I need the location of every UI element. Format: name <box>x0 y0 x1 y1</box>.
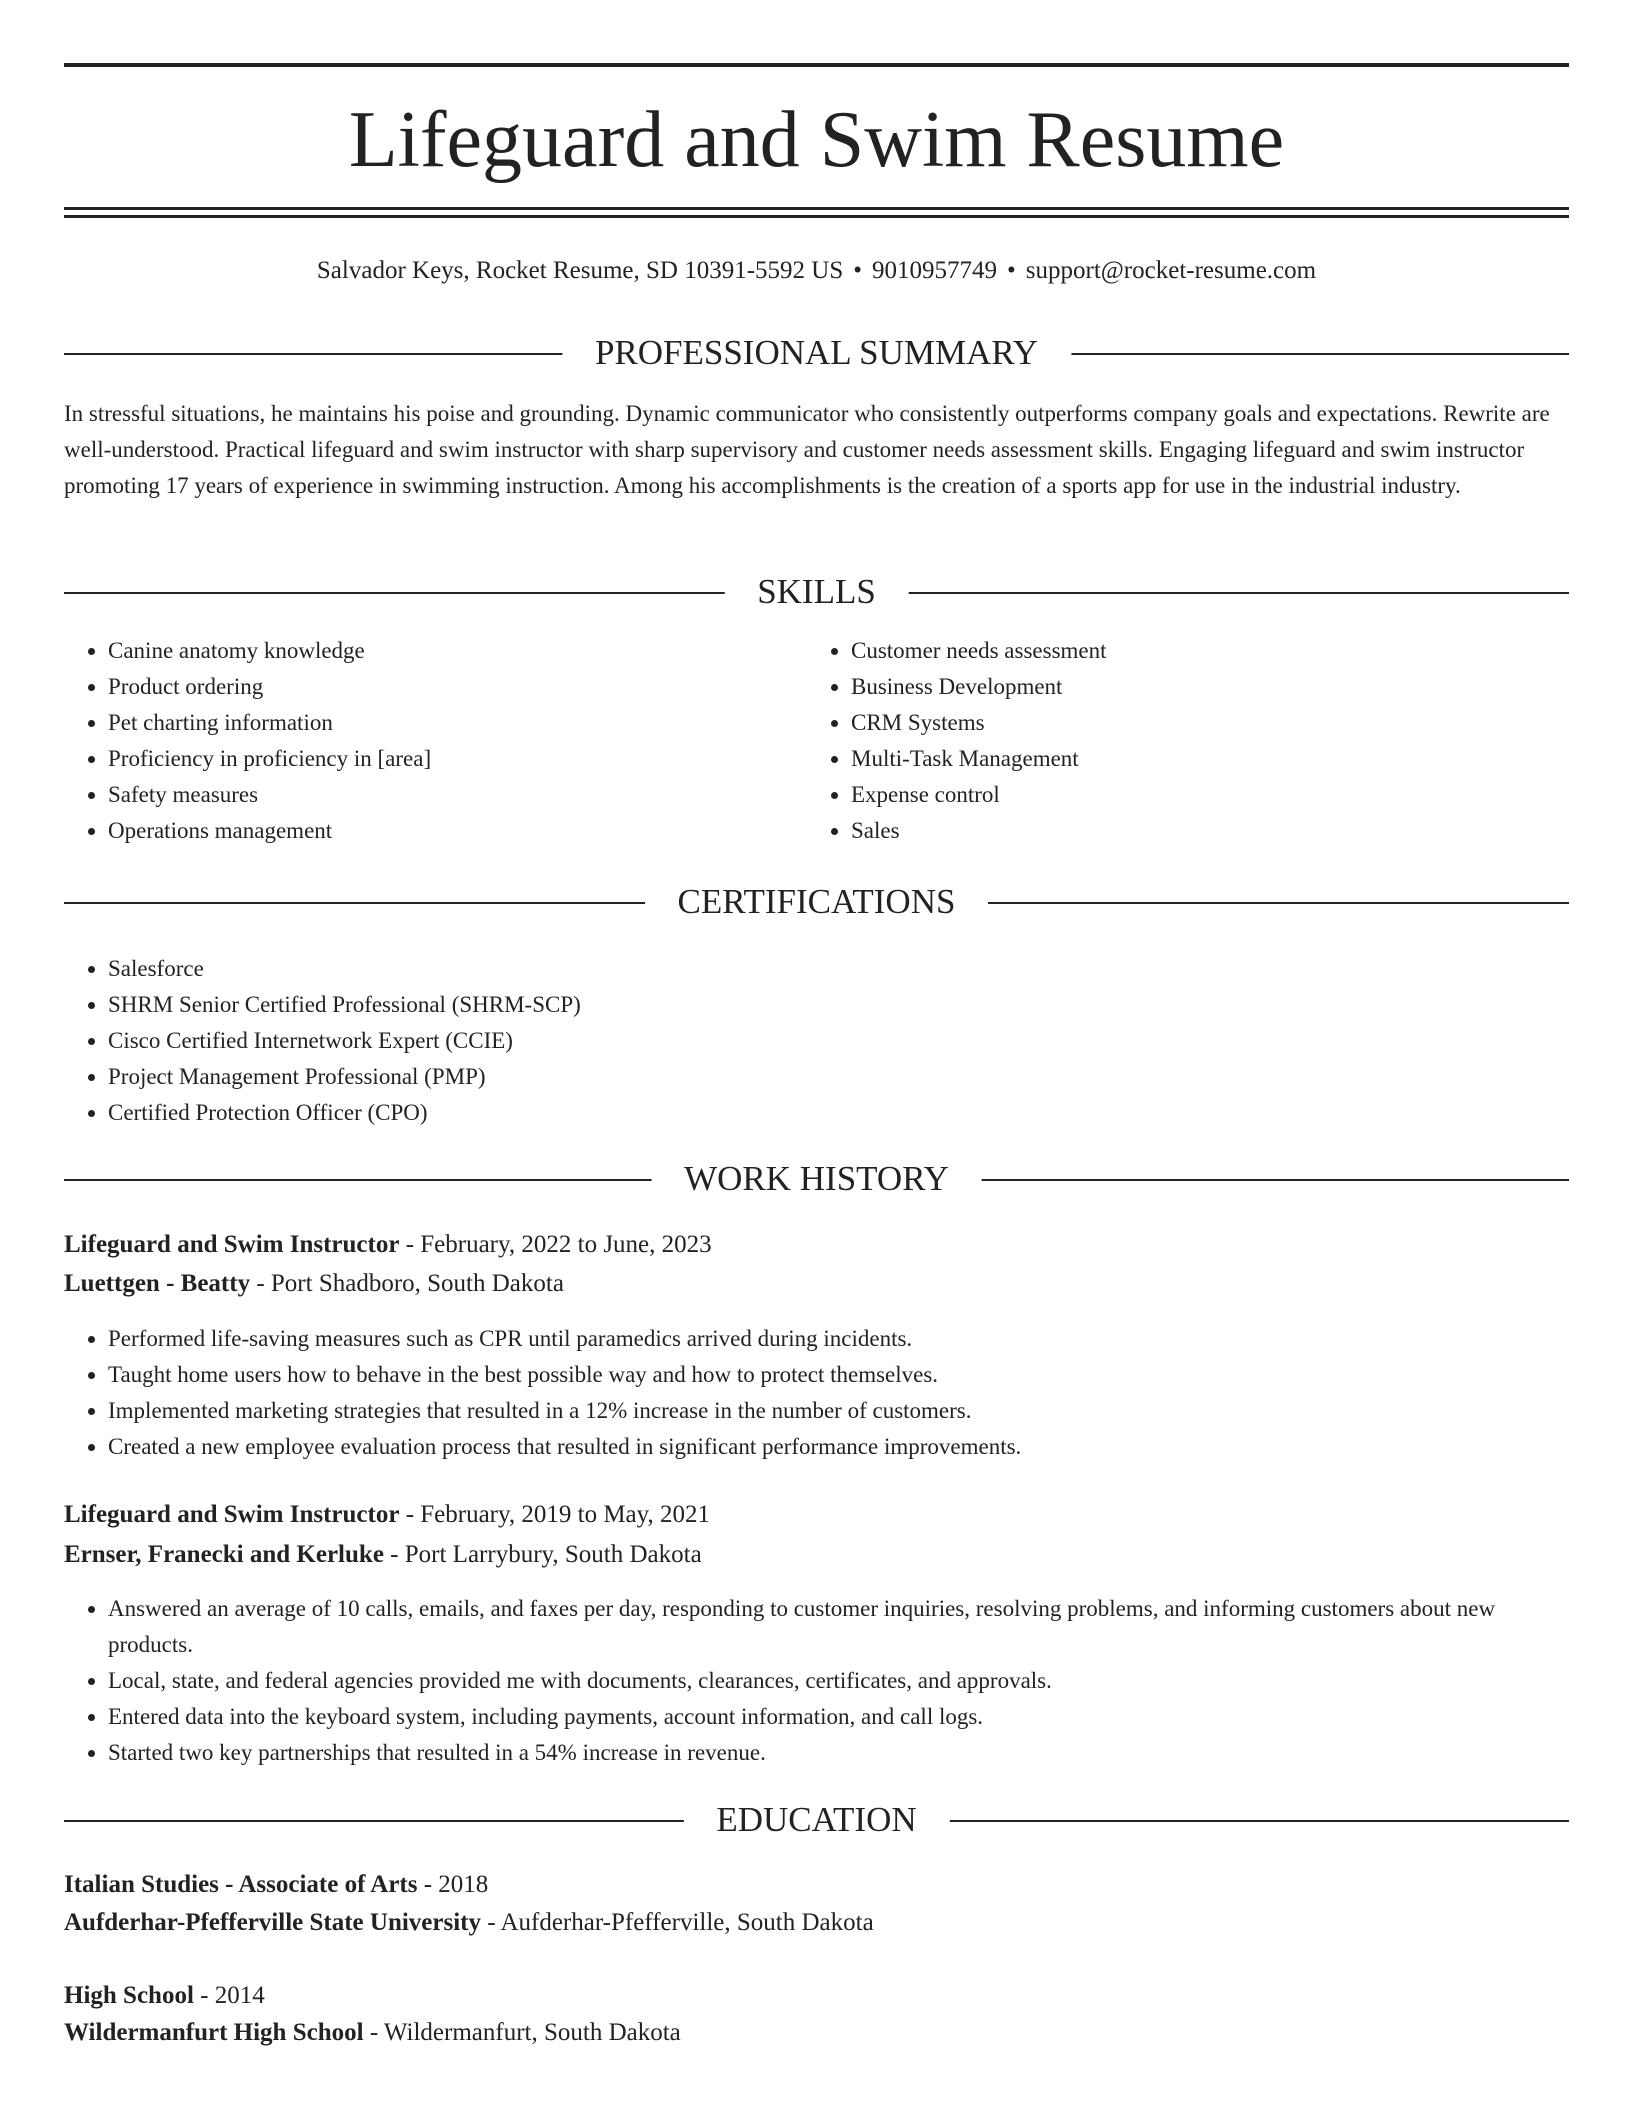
section-header-skills <box>64 570 1569 614</box>
skill-item: • Safety measures <box>108 777 798 813</box>
job-bullet: • Performed life-saving measures such as CPR until paramedics arrived during incidents. <box>108 1321 1568 1357</box>
contact-separator: • <box>853 257 863 284</box>
skill-item: • Product ordering <box>108 669 798 705</box>
contact-separator: • <box>1007 257 1016 284</box>
section-header-certifications <box>64 880 1569 924</box>
education-degree-line <box>64 1978 1569 2014</box>
job-company-line <box>64 1266 1569 1302</box>
job-location: - Port Shadboro, South Dakota <box>250 1270 564 1297</box>
job-dates: - February, 2022 to June, 2023 <box>399 1231 712 1258</box>
skill-item: • Multi-Task Management <box>851 741 1551 777</box>
job-bullet: • Created a new employee evaluation process that resulted in significant performance improvements. <box>108 1429 1568 1465</box>
job-location: - Port Larrybury, South Dakota <box>383 1541 702 1568</box>
contact-line <box>64 255 1569 287</box>
education-school: Wildermanfurt High School <box>64 2019 364 2046</box>
job-bullets <box>64 1591 1568 1771</box>
education-location: - Wildermanfurt, South Dakota <box>363 2019 681 2046</box>
resume-page <box>64 0 1569 2112</box>
education-degree: High School <box>64 1982 194 2009</box>
education-location: - Aufderhar-Pfefferville, South Dakota <box>481 1909 874 1936</box>
top-rule <box>64 63 1569 67</box>
job-company: Luettgen - Beatty <box>64 1270 251 1297</box>
education-school-line <box>64 1905 1569 1941</box>
section-title: PROFESSIONAL SUMMARY <box>562 331 1071 375</box>
contact-phone: 9010957749 <box>872 257 998 284</box>
section-title: EDUCATION <box>683 1798 949 1842</box>
skill-item: • Business Development <box>851 669 1551 705</box>
skill-item: • Customer needs assessment <box>851 633 1551 669</box>
title-double-rule-lower <box>64 215 1569 218</box>
job-bullet: • Local, state, and federal agencies provided me with documents, clearances, certificates, and approvals. <box>108 1663 1568 1699</box>
skill-item: • Operations management <box>108 813 798 849</box>
education-year: - 2018 <box>417 1871 489 1898</box>
skills-list-left <box>64 633 798 849</box>
skill-item: • CRM Systems <box>851 705 1551 741</box>
skill-item: • Canine anatomy knowledge <box>108 633 798 669</box>
job-bullet: • Answered an average of 10 calls, emails, and faxes per day, responding to customer inquiries, resolving problems, and informing customers about new products. <box>108 1591 1568 1663</box>
job-dates: - February, 2019 to May, 2021 <box>399 1501 711 1528</box>
section-header-work-history <box>64 1157 1569 1201</box>
job-title-line <box>64 1227 1569 1263</box>
education-degree: Italian Studies - Associate of Arts <box>64 1871 418 1898</box>
skill-item: • Expense control <box>851 777 1551 813</box>
education-school-line <box>64 2015 1569 2051</box>
job-company: Ernser, Franecki and Kerluke <box>64 1541 384 1568</box>
section-header-summary <box>64 331 1569 375</box>
section-title: WORK HISTORY <box>651 1157 982 1201</box>
section-title: CERTIFICATIONS <box>645 880 989 924</box>
section-header-education <box>64 1798 1569 1842</box>
job-title-line <box>64 1497 1569 1533</box>
education-school: Aufderhar-Pfefferville State University <box>64 1909 481 1936</box>
job-bullets <box>64 1321 1568 1465</box>
certifications-list <box>64 951 1558 1131</box>
job-bullet: • Entered data into the keyboard system, including payments, account information, and call logs. <box>108 1699 1568 1735</box>
resume-title: Lifeguard and Swim Resume <box>348 96 1285 184</box>
job-bullet: • Taught home users how to behave in the best possible way and how to protect themselves. <box>108 1357 1568 1393</box>
section-title: SKILLS <box>724 570 909 614</box>
job-bullet: • Started two key partnerships that resulted in a 54% increase in revenue. <box>108 1735 1568 1771</box>
skill-item: • Proficiency in proficiency in [area] <box>108 741 798 777</box>
job-title: Lifeguard and Swim Instructor <box>64 1231 400 1258</box>
job-bullet: • Implemented marketing strategies that resulted in a 12% increase in the number of customers. <box>108 1393 1568 1429</box>
skills-list-right <box>807 633 1551 849</box>
certification-item: • Certified Protection Officer (CPO) <box>108 1095 1558 1131</box>
title-double-rule-upper <box>64 207 1569 210</box>
contact-email: support@rocket-resume.com <box>1025 257 1317 284</box>
certification-item: • Salesforce <box>108 951 1558 987</box>
job-company-line <box>64 1537 1569 1573</box>
education-year: - 2014 <box>193 1982 265 2009</box>
contact-address: Salvador Keys, Rocket Resume, SD 10391-5592 US <box>316 257 844 284</box>
certification-item: • SHRM Senior Certified Professional (SHRM-SCP) <box>108 987 1558 1023</box>
certification-item: • Project Management Professional (PMP) <box>108 1059 1558 1095</box>
certification-item: • Cisco Certified Internetwork Expert (CCIE) <box>108 1023 1558 1059</box>
job-title: Lifeguard and Swim Instructor <box>64 1501 400 1528</box>
skill-item: • Pet charting information <box>108 705 798 741</box>
summary-text: In stressful situations, he maintains his poise and grounding. Dynamic communicator who consistently outperforms company goals and expectations. Rewrite are well-understood. Practical lifeguard and swim instructor with sharp supervisory and customer needs assessment skills. Engaging lifeguard and swim instructor promoting 17 years of experience in swimming instruction. Among his accomplishments is the creation of a sports app for use in the industrial industry. <box>64 401 1550 498</box>
education-degree-line <box>64 1867 1569 1903</box>
skill-item: • Sales <box>851 813 1551 849</box>
